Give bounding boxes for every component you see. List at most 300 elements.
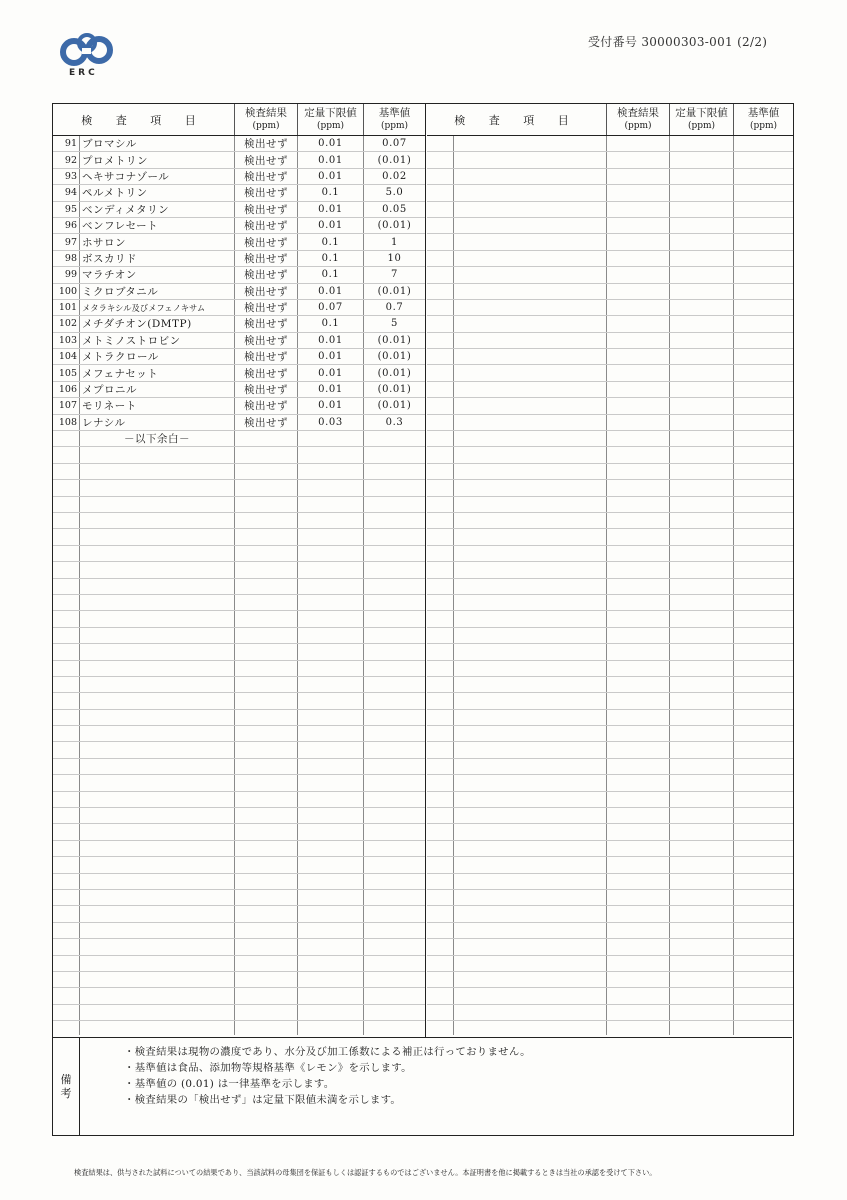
row-result [235,693,298,708]
row-number [53,447,80,462]
row-result [607,710,670,725]
row-item: ベンフレセート [80,218,235,233]
row-item [80,628,235,643]
table-row [427,365,793,381]
row-result [607,316,670,331]
row-limit [298,792,364,807]
row-item [80,972,235,987]
row-item [454,611,607,626]
right-table-header [427,104,793,136]
row-standard [734,939,793,954]
row-result [607,431,670,446]
row-limit [670,382,734,397]
row-standard [734,447,793,462]
table-row [53,939,425,955]
row-item [80,661,235,676]
row-limit [670,1021,734,1035]
row-standard [734,792,793,807]
row-result [607,726,670,741]
row-limit [298,1021,364,1035]
row-result [607,234,670,249]
row-limit: 0.1 [298,234,364,249]
row-limit [298,939,364,954]
row-standard [734,185,793,200]
row-result: 検出せず [235,202,298,217]
table-row [427,693,793,709]
row-item [80,529,235,544]
row-standard [734,202,793,217]
row-number: 96 [53,218,80,233]
table-row [427,874,793,890]
row-number [53,1005,80,1020]
row-result [235,1005,298,1020]
row-standard: (0.01) [377,154,412,166]
row-number [53,956,80,971]
row-item [454,365,607,380]
row-result [235,611,298,626]
row-item [80,677,235,692]
table-row [53,726,425,742]
table-row [427,792,793,808]
row-item [80,808,235,823]
row-item [454,152,607,167]
row-standard [734,136,793,151]
row-result [235,988,298,1003]
row-item [80,890,235,905]
row-number [53,890,80,905]
row-standard [364,841,425,856]
table-row [53,628,425,644]
table-row [427,808,793,824]
table-row [427,579,793,595]
row-number [427,365,454,380]
row-standard [364,579,425,594]
right-panel [427,104,793,1037]
table-row [53,1005,425,1021]
row-standard [734,300,793,315]
row-result [235,497,298,512]
row-number [427,1005,454,1020]
row-number [427,726,454,741]
row-result [235,710,298,725]
row-limit: 0.1 [298,185,364,200]
row-number [427,693,454,708]
row-item [80,464,235,479]
row-standard [734,1005,793,1020]
row-item [454,349,607,364]
row-item [454,824,607,839]
table-row [427,480,793,496]
row-item [454,841,607,856]
row-item [454,529,607,544]
row-limit [670,611,734,626]
row-result [607,677,670,692]
row-number [427,710,454,725]
row-limit [670,808,734,823]
row-item [80,513,235,528]
table-row [53,775,425,791]
row-standard [364,808,425,823]
row-item [454,939,607,954]
row-standard [364,1021,425,1035]
row-item: メトミノストロビン [80,333,235,348]
row-item [80,857,235,872]
row-limit [298,988,364,1003]
row-limit [670,890,734,905]
row-limit [670,202,734,217]
row-item [454,267,607,282]
table-row [427,202,793,218]
left-table-rows [53,136,425,1035]
row-item [454,595,607,610]
row-result [607,972,670,987]
row-limit [670,628,734,643]
row-item [454,562,607,577]
row-number [427,611,454,626]
row-result [607,956,670,971]
remark-line: ・検査結果の「検出せず」は定量下限値未満を示します。 [124,1094,402,1106]
row-limit: 0.01 [298,382,364,397]
row-limit [670,267,734,282]
table-row [427,775,793,791]
row-standard: 0.05 [382,203,407,215]
row-limit [670,906,734,921]
row-result: 検出せず [235,398,298,413]
row-number: 102 [53,316,80,331]
row-number [53,972,80,987]
row-number [427,906,454,921]
item-header: 検 査 項 目 [53,104,235,135]
row-number [427,333,454,348]
row-standard [734,644,793,659]
row-result: 検出せず [235,267,298,282]
row-standard [364,874,425,889]
row-number [427,595,454,610]
row-number: 92 [53,152,80,167]
row-number [427,661,454,676]
row-number: 106 [53,382,80,397]
row-limit [670,218,734,233]
row-number: 97 [53,234,80,249]
row-standard [734,365,793,380]
row-standard [734,628,793,643]
row-limit: 0.01 [298,398,364,413]
row-item [80,956,235,971]
row-standard [734,529,793,544]
row-limit [670,759,734,774]
row-standard [364,710,425,725]
row-standard [734,1021,793,1035]
row-number: 91 [53,136,80,151]
standard-header-unit-right: (ppm) [749,120,778,131]
row-limit [298,677,364,692]
table-row [53,365,425,381]
row-standard [364,513,425,528]
row-result [607,775,670,790]
table-row [427,939,793,955]
row-standard [734,415,793,430]
row-result: 検出せず [235,382,298,397]
table-row [427,152,793,168]
row-item [454,677,607,692]
table-row [53,841,425,857]
row-standard [364,464,425,479]
row-item [454,284,607,299]
row-item [454,218,607,233]
row-number: 101 [53,300,80,315]
row-limit [670,710,734,725]
row-item [454,480,607,495]
row-number [427,972,454,987]
row-standard: (0.01) [377,285,412,297]
row-limit: 0.1 [298,251,364,266]
table-row [427,316,793,332]
row-standard [364,595,425,610]
row-limit [298,595,364,610]
row-standard [734,906,793,921]
table-row [427,234,793,250]
row-item [454,956,607,971]
row-result [607,923,670,938]
table-row [53,710,425,726]
row-number: 93 [53,169,80,184]
row-limit: 0.01 [298,365,364,380]
row-number [53,562,80,577]
row-item: メトラクロール [80,349,235,364]
row-item: メタラキシル及びメフェノキサム [80,300,235,315]
row-number [427,792,454,807]
row-standard [734,988,793,1003]
row-result [607,759,670,774]
table-row [53,169,425,185]
row-result [607,218,670,233]
row-result [235,562,298,577]
row-result [235,480,298,495]
row-standard [364,939,425,954]
row-number [53,628,80,643]
row-result [607,628,670,643]
row-result [607,644,670,659]
table-row [427,529,793,545]
row-item [80,988,235,1003]
result-header [235,104,298,135]
row-limit: 0.1 [298,316,364,331]
row-standard [734,759,793,774]
row-number: 94 [53,185,80,200]
row-item [454,742,607,757]
table-row [53,267,425,283]
row-item [454,251,607,266]
row-standard [734,169,793,184]
result-header-unit: (ppm) [252,120,280,131]
row-item: ペルメトリン [80,185,235,200]
row-limit [670,742,734,757]
row-number [427,824,454,839]
table-row [427,726,793,742]
row-limit [670,152,734,167]
row-item: モリネート [80,398,235,413]
row-standard [364,742,425,757]
row-standard: 5.0 [385,187,404,199]
row-item [80,562,235,577]
row-number [427,513,454,528]
row-result [235,923,298,938]
row-item [454,169,607,184]
remarks-section [53,1037,792,1135]
row-limit [670,972,734,987]
row-standard [364,677,425,692]
row-result [607,480,670,495]
row-standard [364,824,425,839]
row-limit [298,923,364,938]
row-limit [670,333,734,348]
limit-header [298,104,364,135]
row-number [427,857,454,872]
row-item [454,792,607,807]
row-limit [670,513,734,528]
row-standard [734,382,793,397]
row-number [427,169,454,184]
row-item [454,644,607,659]
row-result: 検出せず [235,136,298,151]
row-number [53,1021,80,1035]
result-header-unit-right: (ppm) [624,120,652,131]
row-item [454,382,607,397]
row-standard [364,792,425,807]
row-result [607,382,670,397]
limit-header-label-right: 定量下限値 [675,106,728,119]
row-standard [734,677,793,692]
row-number [53,759,80,774]
table-row [427,398,793,414]
row-result [607,824,670,839]
table-row [427,956,793,972]
row-limit [298,874,364,889]
row-number [427,431,454,446]
row-number [53,595,80,610]
row-number [53,677,80,692]
row-limit [670,857,734,872]
row-limit [298,693,364,708]
table-row [427,890,793,906]
row-limit: 0.1 [298,267,364,282]
row-item [80,447,235,462]
row-limit [298,890,364,905]
row-number: 108 [53,415,80,430]
row-standard [364,988,425,1003]
table-row [427,906,793,922]
table-row [427,185,793,201]
row-number [427,988,454,1003]
row-limit [670,562,734,577]
table-row [427,136,793,152]
row-result: 検出せず [235,415,298,430]
row-item [454,759,607,774]
row-number [427,251,454,266]
row-limit [670,956,734,971]
row-limit [670,365,734,380]
table-row [53,497,425,513]
row-standard [364,497,425,512]
row-item: マラチオン [80,267,235,282]
row-number [427,136,454,151]
row-standard [364,1005,425,1020]
row-standard: 0.07 [382,138,407,150]
row-result [235,447,298,462]
row-limit: 0.01 [298,333,364,348]
receipt-number: 受付番号 30000303-001 (2/2) [588,35,768,49]
row-standard: 0.02 [382,170,407,182]
row-limit [670,529,734,544]
row-result [607,906,670,921]
row-limit: 0.01 [298,169,364,184]
results-table-frame [52,103,794,1136]
row-result [607,464,670,479]
row-number [427,202,454,217]
row-limit [298,710,364,725]
row-limit [670,775,734,790]
row-number [427,185,454,200]
row-standard [364,546,425,561]
row-standard [734,513,793,528]
row-item [80,775,235,790]
row-standard [364,972,425,987]
row-standard [734,956,793,971]
row-limit [670,988,734,1003]
row-number [53,988,80,1003]
row-limit [298,661,364,676]
table-row [53,956,425,972]
row-limit [670,874,734,889]
row-item [454,906,607,921]
row-result [235,595,298,610]
row-standard [364,447,425,462]
limit-header-unit: (ppm) [316,120,345,131]
row-item [80,644,235,659]
row-limit [670,136,734,151]
row-standard [364,906,425,921]
row-item: ベンディメタリン [80,202,235,217]
remarks-label [53,1038,80,1135]
row-item [454,1005,607,1020]
row-limit: 0.01 [298,349,364,364]
row-item [80,1005,235,1020]
row-item: ブロマシル [80,136,235,151]
result-header-label-right: 検査結果 [617,106,659,119]
row-item [454,972,607,987]
row-item [80,611,235,626]
row-number: 99 [53,267,80,282]
row-item [454,316,607,331]
row-number [427,300,454,315]
table-row [53,792,425,808]
row-item [80,480,235,495]
table-row [427,857,793,873]
table-row [53,562,425,578]
row-result [607,611,670,626]
row-number [427,267,454,282]
row-standard [364,562,425,577]
row-item: ボスカリド [80,251,235,266]
row-number [427,939,454,954]
row-limit [670,677,734,692]
row-standard [734,874,793,889]
row-number [427,497,454,512]
row-limit [670,284,734,299]
table-row [53,595,425,611]
row-item [454,693,607,708]
row-result [235,644,298,659]
